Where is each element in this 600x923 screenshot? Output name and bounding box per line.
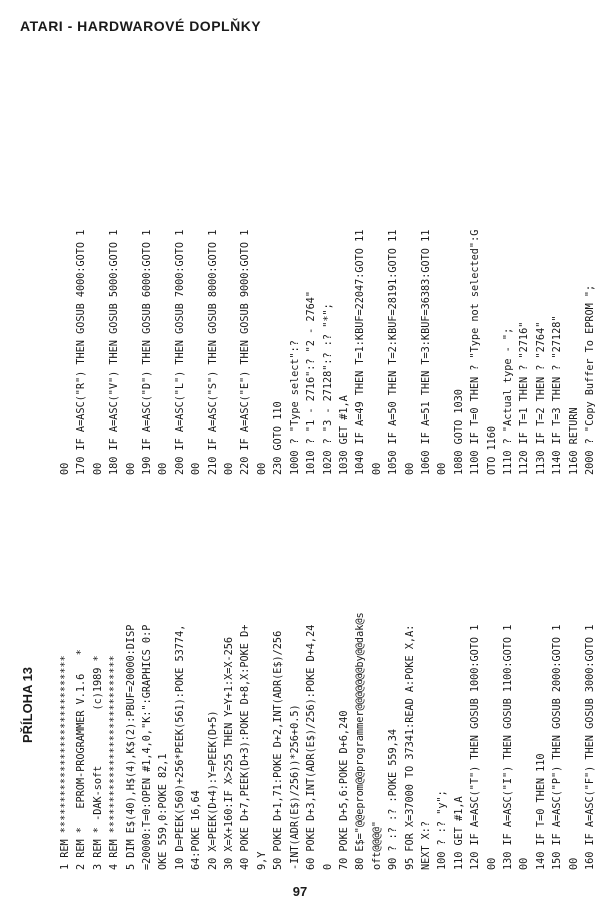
- code-line: OKE 559,0:POKE 82,1: [158, 753, 170, 870]
- code-line: 110 GET #1,A: [453, 796, 465, 870]
- code-line: 1000 ? "Type select":?: [289, 340, 301, 475]
- code-line: 160 IF A=ASC("F") THEN GOSUB 3000:GOTO 1: [585, 624, 596, 870]
- code-line: 1080 GOTO 1030: [453, 389, 465, 475]
- code-line: 95 FOR X=37000 TO 37341:READ A:POKE X,A:: [404, 624, 416, 870]
- code-line: 130 IF A=ASC("I") THEN GOSUB 1100:GOTO 1: [502, 624, 514, 870]
- code-line: 80 E$="@@eprom@@programmer@@@@@@@by@@dak@s: [355, 612, 367, 870]
- code-line: 1040 IF A=49 THEN T=1:KBUF=22047:GOTO 11: [355, 229, 367, 475]
- code-line: 2000 ? "Copy Buffer To EPROM ";: [585, 284, 596, 475]
- code-line: 230 GOTO 110: [273, 401, 285, 475]
- code-line: 10 D=PEEK(560)+256*PEEK(561):POKE 53774,: [174, 624, 186, 870]
- code-line: 5 DIM E$(40),H$(4),K$(2):PBUF=20000:DISP: [125, 624, 137, 870]
- code-line: 90 ? :? :? :POKE 559,34: [388, 728, 400, 870]
- code-line: 00: [568, 857, 580, 870]
- code-line: 0: [322, 863, 334, 870]
- code-line: -INT(ADR(E$)/256))*256+0.5): [289, 704, 301, 870]
- page-title: ATARI - HARDWAROVÉ DOPLŇKY: [20, 18, 262, 34]
- code-line: 170 IF A=ASC("R") THEN GOSUB 4000:GOTO 1: [76, 229, 88, 475]
- code-line: 1160 RETURN: [568, 407, 580, 475]
- code-line: 1010 ? "1 - 2716":? "2 - 2764": [306, 290, 318, 475]
- code-line: 150 IF A=ASC("P") THEN GOSUB 2000:GOTO 1: [552, 624, 564, 870]
- code-line: 140 IF T=0 THEN 110: [535, 753, 547, 870]
- code-line: 190 IF A=ASC("D") THEN GOSUB 6000:GOTO 1: [142, 229, 154, 475]
- code-line: 1120 IF T=1 THEN ? "2716": [519, 321, 531, 475]
- code-line: oft@@@@": [371, 820, 383, 870]
- code-line: 1 REM *****************************: [60, 655, 71, 870]
- code-line: 200 IF A=ASC("L") THEN GOSUB 7000:GOTO 1: [174, 229, 186, 475]
- code-line: 00: [224, 462, 236, 475]
- code-line: 9,Y: [256, 851, 268, 870]
- code-line: 00: [158, 462, 170, 475]
- code-line: 1140 IF T=3 THEN ? "27128": [552, 315, 564, 475]
- code-line: 1110 ? "Actual type - ";: [502, 327, 514, 475]
- code-line: 70 POKE D+5,6:POKE D+6,240: [338, 710, 350, 870]
- rotated-listing: [20, 75, 596, 875]
- code-line: 00: [191, 462, 203, 475]
- code-line: 1030 GET #1,A: [338, 395, 350, 475]
- code-line: 00: [404, 462, 416, 475]
- code-line: 3 REM * -DAK-soft (c)1989 *: [92, 655, 104, 870]
- code-line: 4 REM *****************************: [109, 655, 121, 870]
- code-line: 1050 IF A=50 THEN T=2:KBUF=28191:GOTO 11: [388, 229, 400, 475]
- code-line: 210 IF A=ASC("S") THEN GOSUB 8000:GOTO 1: [207, 229, 219, 475]
- code-line: 00: [371, 462, 383, 475]
- code-line: 120 IF A=ASC("T") THEN GOSUB 1000:GOTO 1: [470, 624, 482, 870]
- code-line: 1130 IF T=2 THEN ? "2764": [535, 321, 547, 475]
- code-line: 64:POKE 16,64: [191, 790, 203, 870]
- page-number: 97: [292, 884, 308, 899]
- code-line: 00: [437, 462, 449, 475]
- code-line: 00: [125, 462, 137, 475]
- code-line: 30 X=X+160:IF X>255 THEN Y=Y+1:X=X-256: [224, 636, 236, 870]
- code-line: 180 IF A=ASC("V") THEN GOSUB 5000:GOTO 1: [109, 229, 121, 475]
- appendix-label: PŘÍLOHA 13: [20, 666, 35, 744]
- code-line: 50 POKE D+1,71:POKE D+2,INT(ADR(E$)/256: [273, 630, 285, 870]
- code-line: OTO 1160: [486, 425, 498, 475]
- code-column-right: [58, 230, 599, 475]
- code-line: 00: [256, 462, 268, 475]
- code-line: 40 POKE D+7,PEEK(D+3):POKE D+8,X:POKE D+: [240, 624, 252, 870]
- code-line: 1060 IF A=51 THEN T=3:KBUF=36383:GOTO 11: [420, 229, 432, 475]
- code-line: 60 POKE D+3,INT(ADR(E$)/256):POKE D+4,24: [306, 624, 318, 870]
- code-line: 00: [92, 462, 104, 475]
- code-line: 00: [60, 462, 71, 475]
- code-line: 20 X=PEEK(D+4):Y=PEEK(D+5): [207, 710, 219, 870]
- code-line: 1020 ? "3 - 27128":? :? "*";: [322, 303, 334, 475]
- code-line: =20000:T=0:OPEN #1,4,0,"K:":GRAPHICS 0:P: [142, 624, 154, 870]
- code-line: 100 ? :? "y";: [437, 790, 449, 870]
- code-line: NEXT X:?: [420, 820, 432, 870]
- code-column-left: [58, 612, 599, 870]
- code-line: 00: [486, 857, 498, 870]
- code-line: 2 REM * EPROM-PROGRAMMER V.1.6 *: [76, 649, 88, 870]
- code-line: 220 IF A=ASC("E") THEN GOSUB 9000:GOTO 1: [240, 229, 252, 475]
- code-line: 1100 IF T=0 THEN ? "Type not selected":G: [470, 229, 482, 475]
- code-line: 00: [519, 857, 531, 870]
